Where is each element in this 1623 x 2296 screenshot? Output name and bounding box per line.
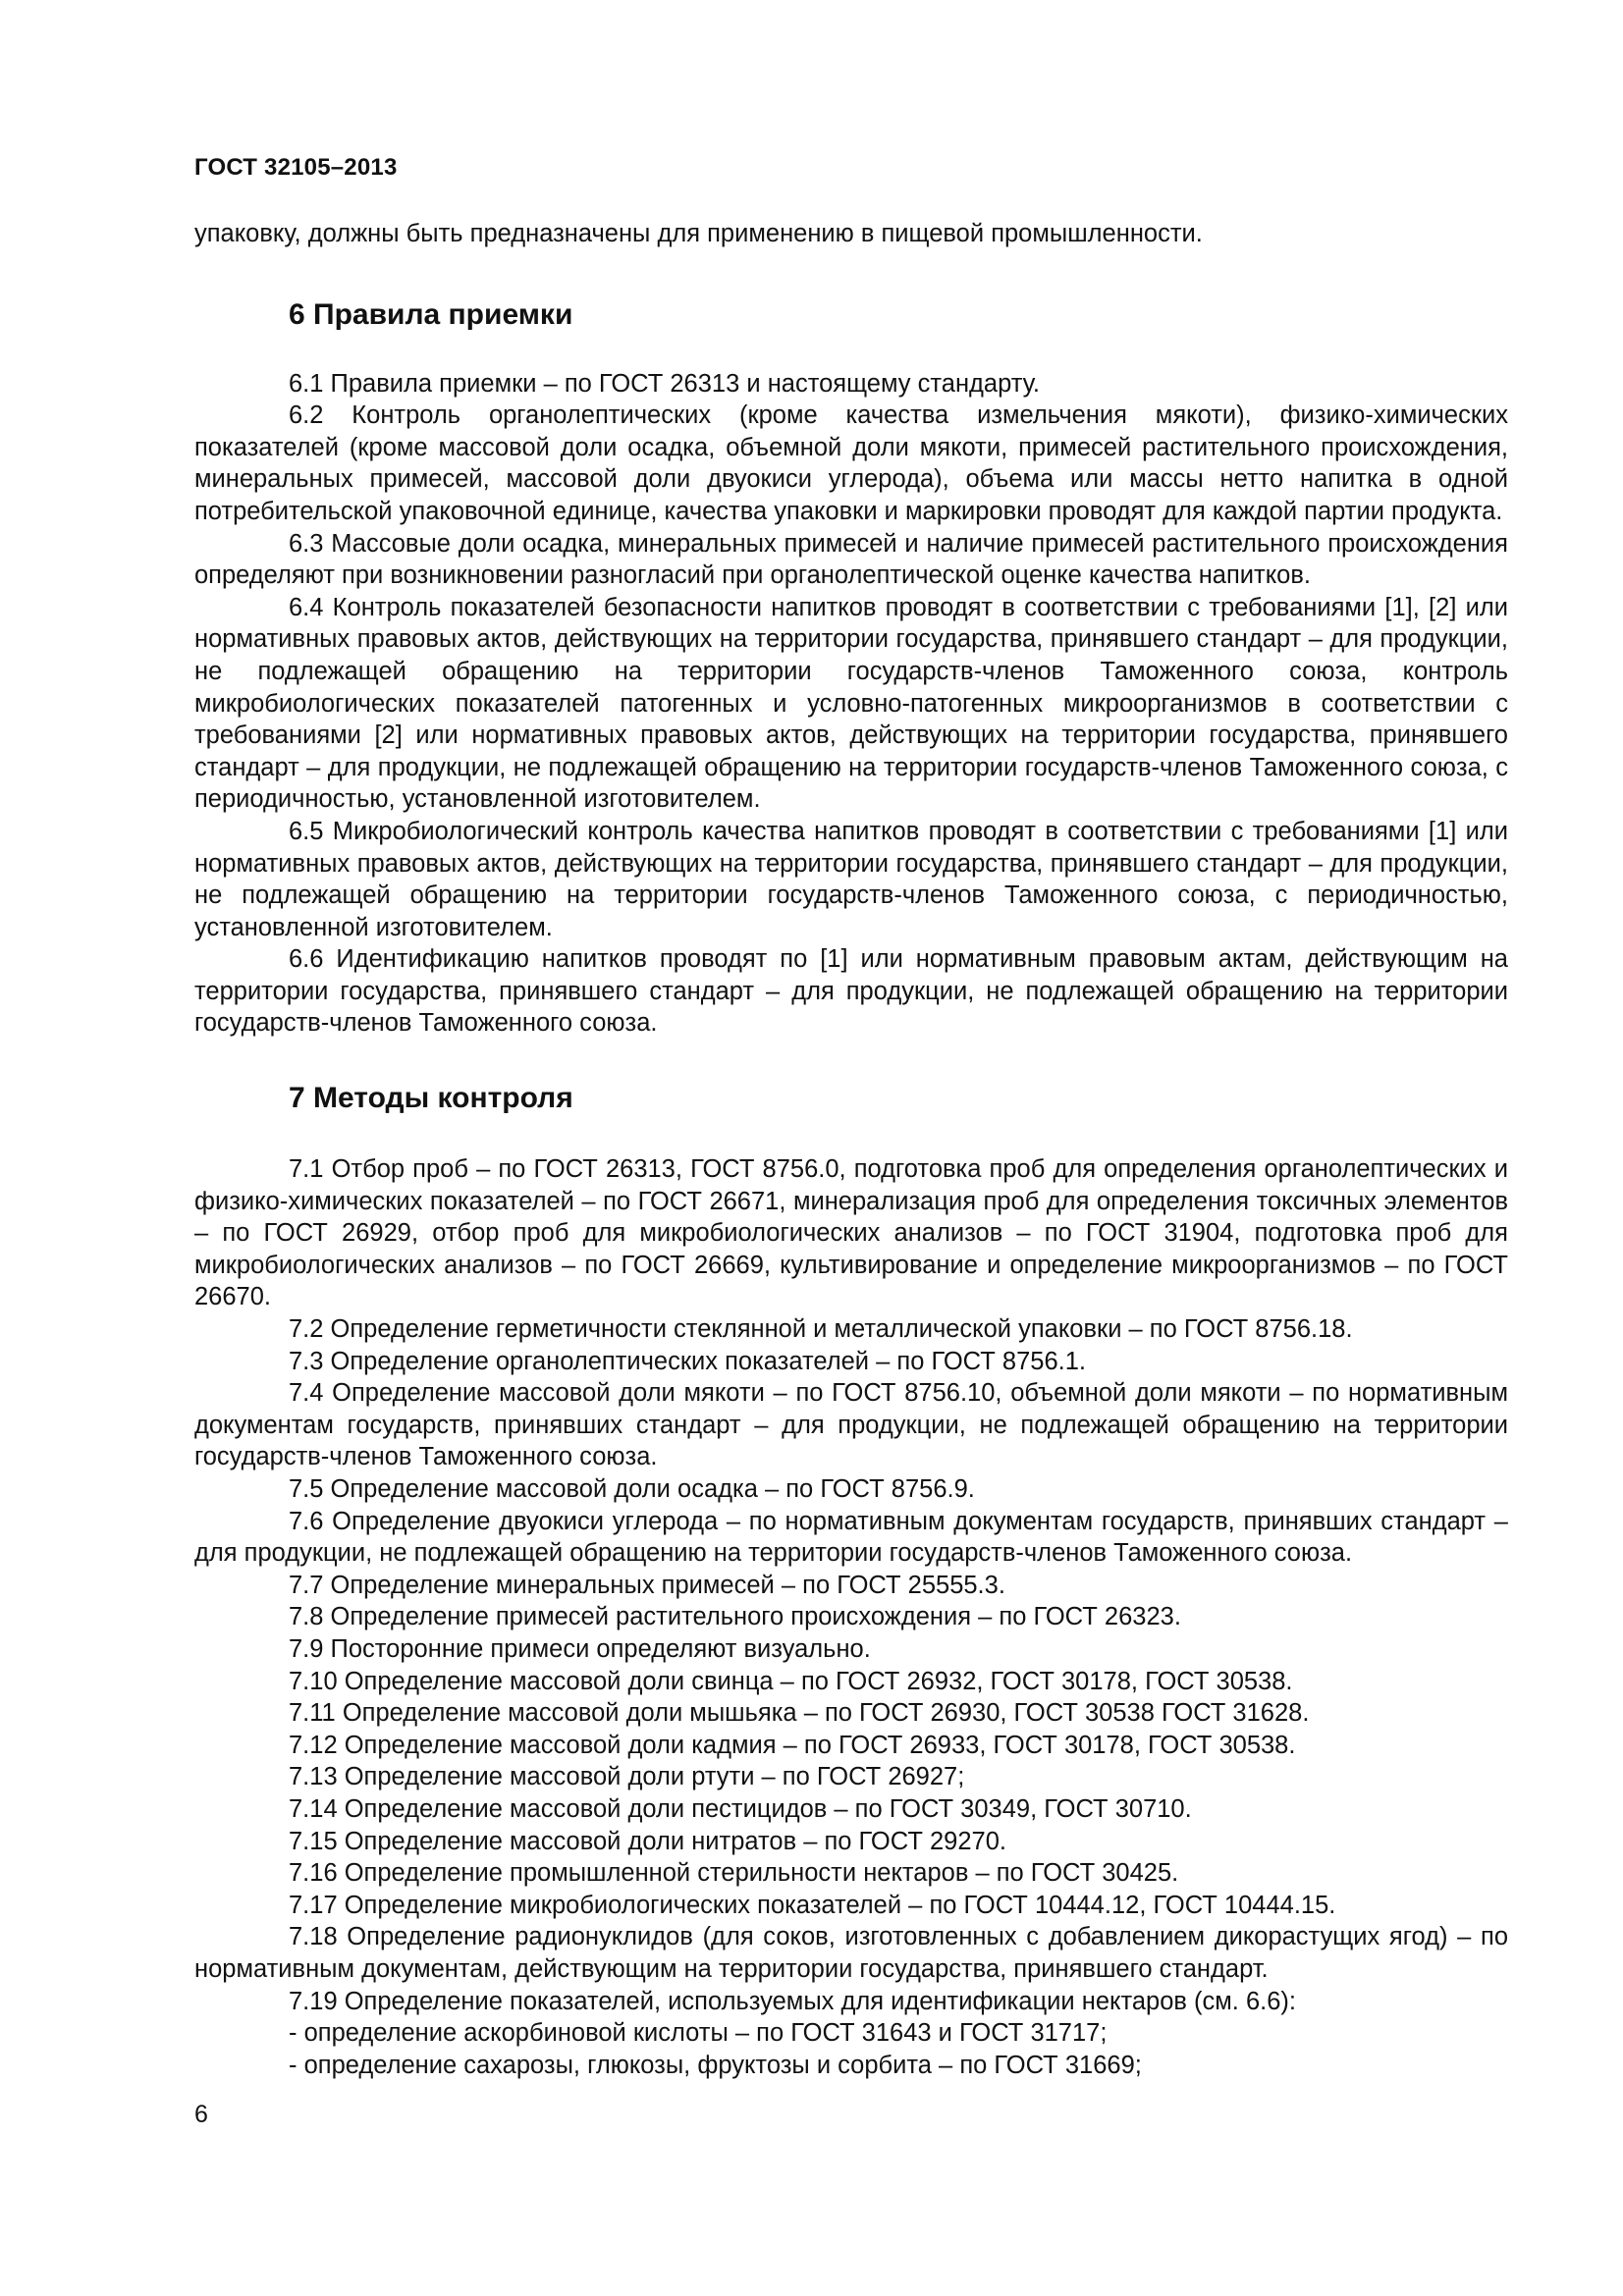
paragraph-7-10: 7.10 Определение массовой доли свинца – по ГОСТ 26932, ГОСТ 30178, ГОСТ 30538. xyxy=(289,1667,1293,1695)
paragraph-7-5: 7.5 Определение массовой доли осадка – по ГОСТ 8756.9. xyxy=(289,1475,975,1503)
paragraph-6-1: 6.1 Правила приемки – по ГОСТ 26313 и настоящему стандарту. xyxy=(289,369,1040,398)
page-number: 6 xyxy=(194,2101,208,2128)
list-item-ascorbic: - определение аскорбиновой кислоты – по ГОСТ 31643 и ГОСТ 31717; xyxy=(289,2019,1108,2048)
paragraph-7-17: 7.17 Определение микробиологических показателей – по ГОСТ 10444.12, ГОСТ 10444.15. xyxy=(289,1891,1336,1919)
intro-text: упаковку, должны быть предназначены для применению в пищевой промышленности. xyxy=(194,220,1203,247)
paragraph-7-8: 7.8 Определение примесей растительного происхождения – по ГОСТ 26323. xyxy=(289,1603,1181,1631)
paragraph-7-4: 7.4 Определение массовой доли мякоти – по ГОСТ 8756.10, объемной доли мякоти – по нормативным документам государств, принявших стандарт – для продукции, не подлежащей обращению на территории государств-членов Таможенного союза. xyxy=(194,1379,1508,1471)
page-content xyxy=(194,218,1508,2081)
paragraph-7-19: 7.19 Определение показателей, используемых для идентификации нектаров (см. 6.6): xyxy=(289,1987,1296,2015)
paragraph-7-16: 7.16 Определение промышленной стерильности нектаров – по ГОСТ 30425. xyxy=(289,1859,1179,1888)
paragraph-7-18: 7.18 Определение радионуклидов (для соков, изготовленных с добавлением дикорастущих ягод) – по нормативным документам, действующим на территории государства, принявшего стандарт. xyxy=(194,1923,1508,1983)
paragraph-7-2: 7.2 Определение герметичности стеклянной и металлической упаковки – по ГОСТ 8756.18. xyxy=(289,1315,1353,1344)
paragraph-7-7: 7.7 Определение минеральных примесей – по ГОСТ 25555.3. xyxy=(289,1571,1005,1599)
paragraph-7-9: 7.9 Посторонние примеси определяют визуально. xyxy=(289,1634,871,1663)
paragraph-7-6: 7.6 Определение двуокиси углерода – по нормативным документам государств, принявших стандарт – для продукции, не подлежащей обращению на территории государств-членов Таможенного союза. xyxy=(194,1507,1508,1568)
paragraph-6-2: 6.2 Контроль органолептических (кроме качества измельчения мякоти), физико-химических показателей (кроме массовой доли осадка, объемной доли мякоти, примесей растительного происхождения, минеральных примесей, массовой доли двуокиси углерода), объема или массы нетто напитка в одной потребительской упаковочной единице, качества упаковки и маркировки проводят для каждой партии продукта. xyxy=(194,401,1508,525)
paragraph-7-12: 7.12 Определение массовой доли кадмия – по ГОСТ 26933, ГОСТ 30178, ГОСТ 30538. xyxy=(289,1731,1296,1759)
paragraph-6-4: 6.4 Контроль показателей безопасности напитков проводят в соответствии с требованиями [1], [2] или нормативных правовых актов, действующих на территории государства, принявшего стандарт – для продукции, не подлежащей обращению на территории государств-членов Таможенного союза, контроль микробиологических показателей патогенных и условно-патогенных микроорганизмов в соответствии с требованиями [2] или нормативных правовых актов, действующих на территории государства, принявшего стандарт – для продукции, не подлежащей обращению на территории государств-членов Таможенного союза, с периодичностью, установленной изготовителем. xyxy=(194,593,1508,814)
paragraph-7-15: 7.15 Определение массовой доли нитратов – по ГОСТ 29270. xyxy=(289,1827,1006,1855)
paragraph-7-3: 7.3 Определение органолептических показателей – по ГОСТ 8756.1. xyxy=(289,1347,1086,1375)
paragraph-7-11: 7.11 Определение массовой доли мышьяка – по ГОСТ 26930, ГОСТ 30538 ГОСТ 31628. xyxy=(289,1699,1310,1728)
document-header: ГОСТ 32105–2013 xyxy=(194,154,398,181)
section-6-title: 6 Правила приемки xyxy=(289,297,573,331)
list-item-sugars: - определение сахарозы, глюкозы, фруктозы и сорбита – по ГОСТ 31669; xyxy=(289,2051,1142,2079)
paragraph-6-6: 6.6 Идентификацию напитков проводят по [1] или нормативным правовым актам, действующим на территории государства, принявшего стандарт – для продукции, не подлежащей обращению на территории государств-членов Таможенного союза. xyxy=(194,945,1508,1038)
paragraph-7-13: 7.13 Определение массовой доли ртути – по ГОСТ 26927; xyxy=(289,1763,965,1791)
paragraph-7-14: 7.14 Определение массовой доли пестицидов – по ГОСТ 30349, ГОСТ 30710. xyxy=(289,1794,1192,1823)
paragraph-6-5: 6.5 Микробиологический контроль качества напитков проводят в соответствии с требованиями [1] или нормативных правовых актов, действующих на территории государства, принявшего стандарт – для продукции, не подлежащей обращению на территории государств-членов Таможенного союза, с периодичностью, установленной изготовителем. xyxy=(194,817,1508,941)
section-7-title: 7 Методы контроля xyxy=(289,1082,573,1115)
paragraph-7-1: 7.1 Отбор проб – по ГОСТ 26313, ГОСТ 8756.0, подготовка проб для определения органолептических и физико-химических показателей – по ГОСТ 26671, минерализация проб для определения токсичных элементов – по ГОСТ 26929, отбор проб для микробиологических анализов – по ГОСТ 31904, подготовка проб для микробиологических анализов – по ГОСТ 26669, культивирование и определение микроорганизмов – по ГОСТ 26670. xyxy=(194,1155,1508,1311)
paragraph-6-3: 6.3 Массовые доли осадка, минеральных примесей и наличие примесей растительного происхождения определяют при возникновении разногласий при органолептической оценке качества напитков. xyxy=(194,529,1508,590)
